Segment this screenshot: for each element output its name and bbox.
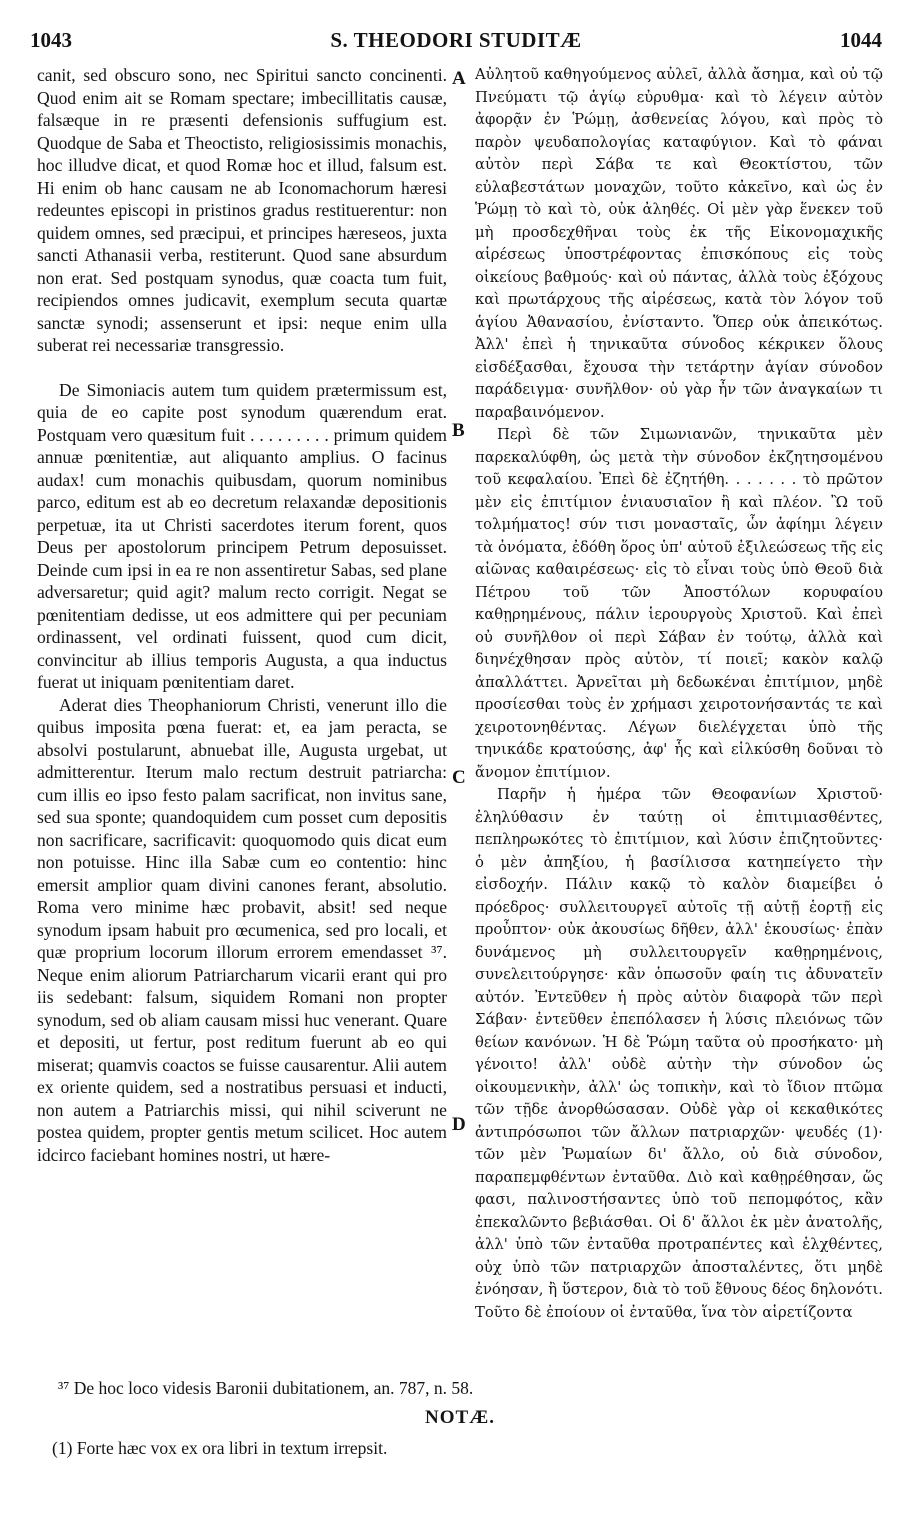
latin-paragraph: De Simoniacis autem tum quidem prætermissum est, quia de eo capite post synodum quærendum erat. Postquam vero quæsitum fuit . . . . . . . . . primum quidem annuæ pœnitentiæ, aut aliquanto amplius. O facinus audax! cum monachis quibusdam, quorum nominibus parco, editum est ab eo decretum relaxandæ depositionis perpetuæ, ita ut Christi sacerdotes iterum forent, quos Deus per apostolorum principem Petrum deposuisset. Deinde cum ipsi in ea re non assentiretur Sabas, sed plane adversaretur; quid agit? malum recto corrigit. Negat se pœnitentiam dedisse, ut eos admittere qui per pecuniam ordinassent, vel ordinati fuissent, quod cum dicit, convincitur ab illius temporis Augusta, a qua inductus fuerat ut iniquam pœnitentiam daret.	[37, 379, 447, 692]
greek-column	[475, 64, 883, 1324]
running-title: S. THEODORI STUDITÆ	[330, 28, 582, 52]
margin-marker-a: A	[452, 68, 466, 89]
margin-marker-c: C	[452, 767, 466, 788]
greek-paragraph: Παρῆν ἡ ἡμέρα τῶν Θεοφανίων Χριστοῦ· ἐληλύθασιν ἐν ταύτῃ οἱ ἐπιτιμιασθέντες, πεπληρωκότες τὸ ἐπιτίμιον, καὶ λύσιν ἐπιζητοῦντες· ὁ μὲν ἀπηξίου, ἡ βασίλισσα κατηπείγετο τὴν εἰσδοχήν. Πάλιν κακῷ τὸ καλὸν διαμείβει ὁ πρόεδρος· συλλειτουργεῖ αὐτοῖς τῇ αὐτῇ ἑορτῇ εἰς προὖπτον· οὐκ ἀκουσίως δῆθεν, ἀλλ' ἑκουσίως· ἐπὰν δυνάμενος μὴ συλλειτουργεῖν καθῃρημένοις, συνελειτούργησε· κἂν ὁπωσοῦν φαίη τις ἀδυνατεῖν αὐτόν. Ἐντεῦθεν ἡ πρὸς αὐτὸν διαφορὰ τῶν περὶ Σάβαν· ἐντεῦθεν ἐπεπόλασεν ἡ λύσις πλειόνως τῶν θείων κανόνων. Ἡ δὲ Ῥώμη ταῦτα οὐ προσήκατο· μὴ γένοιτο! ἀλλ' οὐδὲ αὐτὴν τὴν σύνοδον ὡς οἰκουμενικὴν, ἀλλ' ὡς τοπικὴν, καὶ τὸ ἴδιον πτῶμα τῶν τῇδε ἀνορθώσασαν. Οὐδὲ γὰρ οἱ κεκαθικότες ἀντιπρόσωποι τῶν ἄλλων πατριαρχῶν· ψευδές (1)· τῶν μὲν Ῥωμαίων δι' ἄλλο, οὐ διὰ σύνοδον, παραπεμφθέντων ἐνταῦθα. Διὸ καὶ καθῃρέθησαν, ὥς φασι, παλινοστήσαντες ὑπὸ τοῦ πεπομφότος, κἂν ἐπεκαλῶντο βεβιάσθαι. Οἱ δ' ἄλλοι ἐκ μὲν ἀνατολῆς, ἀλλ' ὑπὸ τῶν ἐνταῦθα προτραπέντες καὶ ἑλχθέντες, οὐχ ὑπὸ τῶν πατριαρχῶν ἀποσταλέντες, ὅτι μηδὲ ἐνόησαν, ἢ ὕστερον, διὰ τὸ τοῦ ἔθνους δέος δηλονότι. Τοῦτο δὲ ἐποίουν οἱ ἐνταῦθα, ἵνα τὸν αἱρετίζοντα	[475, 786, 883, 1321]
page-number-right: 1044	[840, 28, 882, 52]
margin-marker-b: B	[452, 420, 465, 441]
margin-marker-d: D	[452, 1114, 466, 1135]
greek-paragraph: Αὐλητοῦ καθηγούμενος αὐλεῖ, ἀλλὰ ἄσημα, καὶ οὐ τῷ Πνεύματι τῷ ἁγίῳ εὐρυθμα· καὶ τὸ λέγειν αὐτὸν ἀφορᾷν ἐν Ῥώμῃ, ἀσθενείας λόγου, καὶ πρὸς τὸ παρὸν ψευδαπολογίας καταφύγιον. Καὶ τὸ φάναι αὐτὸν περὶ Σάβα τε καὶ Θεοκτίστου, τῶν εὐλαβεστάτων μοναχῶν, τοῦτο κἀκεῖνο, καὶ ὡς ἐν Ῥώμῃ τὸ καὶ τὸ, οὐκ ἀληθές. Οἱ μὲν γὰρ ἕνεκεν τοῦ μὴ προσδεχθῆναι τοὺς ἐκ τῆς Εἰκονομαχικῆς αἱρέσεως ὑποστρέφοντας ἐπισκόπους εἰς τοὺς οἰκείους βαθμούς· καὶ οὐ πάντας, ἀλλὰ τοὺς ἐξόχους καὶ πρωτάρχους τῆς αἱρέσεως, κατὰ τὸν λόγον τοῦ ἁγίου Ἀθανασίου, ἐνίσταντο. Ὅπερ οὐκ ἀπεικότως. Ἀλλ' ἐπεὶ ἡ τηνικαῦτα σύνοδος κέκρικεν ὅλους εἰσδέξασθαι, ἔχουσα τὴν τετάρτην ἁγίαν σύνοδον παράδειγμα· συνῆλθον· οὐ γὰρ ἦν τῶν ἀναγκαίων τι παραβαινόμενον.	[475, 66, 883, 421]
page-number-left: 1043	[30, 28, 72, 52]
latin-column	[37, 64, 447, 1166]
footnote: ³⁷ De hoc loco videsis Baronii dubitationem, an. 787, n. 58.	[58, 1378, 474, 1398]
greek-paragraph: Περὶ δὲ τῶν Σιμωνιανῶν, τηνικαῦτα μὲν παρεκαλύφθη, ὡς μετὰ τὴν σύνοδον ἐκζητησομένου τοῦ κεφαλαίου. Ἐπεὶ δὲ ἐζητήθη. . . . . . . τὸ πρῶτον μὲν εἰς ἐπιτίμιον ἐνιαυσιαῖον ἢ καὶ πλέον. Ὢ τοῦ τολμήματος! σύν τισι μονασταῖς, ὧν ἀφίημι λέγειν τὰ ὀνόματα, ἐδόθη ὅρος ὑπ' αὐτοῦ ἐξιλεώσεως τῆς εἰς αἰῶνας καθαιρέσεως· εἰς τὸ εἶναι τοὺς ὑπὸ Θεοῦ διὰ Πέτρου τοῦ τῶν Ἀποστόλων κορυφαίου καθῃρημένους, πάλιν ἱερουργοὺς Χριστοῦ. Καὶ ἐπεὶ οὐ συνῆλθον οἱ περὶ Σάβαν ἐν τούτῳ, ἀλλὰ καὶ διηνέχθησαν πρὸς αὐτὸν, τί ποιεῖ; κακὸν καλῷ ἀπαλλάττει. Ἀρνεῖται μὴ δεδωκέναι ἐπιτίμιον, μηδὲ προσίεσθαι τοὺς ἐν χρήμασι χειροτονήσαντάς τε καὶ χειροτονηθέντας. Λέγων διελέγχεται ὑπὸ τῆς τηνικάδε κρατούσης, ἀφ' ἧς καὶ εἱλκύσθη δοῦναι τὸ ἄνομον ἐπιτίμιον.	[475, 426, 883, 781]
latin-paragraph: canit, sed obscuro sono, nec Spiritui sancto concinenti. Quod enim ait se Romam spectare; imbecillitatis causæ, falsæque in re præsenti defensionis suffugium est. Quodque de Saba et Theoctisto, religiosissimis monachis, hoc illudve dicat, et quod Romæ hoc et illud, falsum est. Hi enim ob hanc causam ne ab Iconomachorum hæresi redeuntes episcopi in pristinos gradus restituerentur: non quidem omnes, sed præcipui, et principes hæreseos, juxta sancti Athanasii verba, restiterunt. Quod sane absurdum non erat. Sed postquam synodus, quæ coacta tum fuit, recipiendos omnes judicavit, exemplum secuta quartæ sanctæ synodi; assenserunt et ipsi: neque enim ulla suberat rei necessariæ transgressio.	[37, 65, 447, 355]
latin-paragraph: Aderat dies Theophaniorum Christi, venerunt illo die quibus imposita pœna fuerat: et, ea jam peracta, se absolvi postularunt, abnuebat ille, Augusta urgebat, ut admitterentur. Iterum malo rectum destruit patriarcha: cum illis eo ipso festo palam sacrificat, non invitus sane, sed sua sponte; quandoquidem cum posset cum depositis non sacrificare, sacrificavit: quoquomodo quis dicat eum non potuisse. Hinc illa Sabæ cum eo contentio: hinc emersit amplior quam divini canones ferant, absolutio. Roma vero minime hæc probavit, absit! sed neque synodum ipsam habuit pro œcumenica, sed pro locali, et quæ proprium locorum illorum errorem emendasset ³⁷. Neque enim aliorum Patriarcharum vicarii erant qui pro iis sedebant: falsum, siquidem Romani non propter synodum, sed ob aliam causam missi huc venerant. Quare et depositi, ut fertur, post reditum fuerunt ab eo qui miserat; quamvis coactos se fuisse causarentur. Alii autem ex oriente quidem, sed a nostratibus persuasi et inducti, non autem a Patriarchis missi, qui nihil sciverunt ne postea quidem, propter gentis metum scilicet. Hoc autem idcirco faciebant homines nostri, ut hære-	[37, 694, 447, 1165]
notae-note: (1) Forte hæc vox ex ora libri in textum irrepsit.	[52, 1438, 388, 1458]
page-header	[30, 28, 882, 58]
notae-heading: NOTÆ.	[425, 1407, 495, 1428]
